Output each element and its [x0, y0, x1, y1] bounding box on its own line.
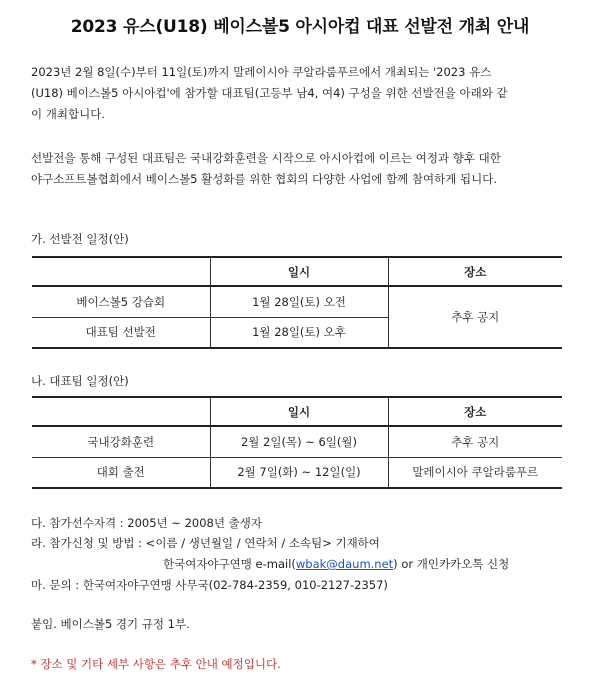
place-cell: 추후 공지 — [388, 286, 562, 348]
team-schedule-table — [32, 396, 562, 489]
contact-text: 마. 문의 : 한국여자야구연맹 사무국(02-784-2359, 010-2127-2357) — [31, 578, 388, 592]
section-a-label: 가. 선발전 일정(안) — [31, 232, 129, 246]
attachment-text: 붙임. 베이스볼5 경기 규정 1부. — [31, 617, 190, 631]
table-header-row — [32, 397, 562, 426]
header-blank — [32, 397, 210, 426]
team-line-2: 야구소프트볼협회에서 베이스볼5 활성화를 위한 협회의 다양한 사업에 함께 참여하게 됩니다. — [31, 172, 498, 186]
table-row — [32, 286, 562, 317]
team-line-1: 선발전을 통해 구성된 대표팀은 국내강화훈련을 시작으로 아시아컵에 이르는 여정과 향후 대한 — [31, 151, 501, 165]
table-row — [32, 457, 562, 488]
notice-text: * 장소 및 기타 세부 사항은 추후 안내 예정입니다. — [31, 657, 281, 671]
header-date: 일시 — [210, 257, 388, 286]
apply-contact-suffix: ) or 개인카카오톡 신청 — [393, 557, 510, 571]
event-cell: 베이스볼5 강습회 — [32, 286, 210, 317]
apply-method-text: 라. 참가신청 및 방법 : <이름 / 생년월일 / 연락처 / 소속팀> 기재하여 — [31, 536, 380, 550]
date-cell: 1월 28일(토) 오후 — [210, 317, 388, 348]
eligibility-text: 다. 참가선수자격 : 2005년 ~ 2008년 출생자 — [31, 516, 262, 530]
apply-contact-line — [163, 556, 509, 572]
intro-line-3: 이 개최합니다. — [31, 107, 105, 121]
place-cell: 추후 공지 — [388, 426, 562, 457]
event-cell: 국내강화훈련 — [32, 426, 210, 457]
table-header-row — [32, 257, 562, 286]
date-cell: 2월 2일(목) ~ 6일(월) — [210, 426, 388, 457]
intro-paragraph — [31, 62, 561, 125]
intro-line-1: 2023년 2월 8일(수)부터 11일(토)까지 말레이시아 쿠알라룸푸르에서 개최되는 '2023 유스 — [31, 65, 492, 79]
header-place: 장소 — [388, 257, 562, 286]
team-paragraph — [31, 148, 561, 190]
selection-schedule-table — [32, 256, 562, 349]
table-row — [32, 426, 562, 457]
apply-contact-prefix: 한국여자야구연맹 e-mail( — [163, 557, 296, 571]
date-cell: 1월 28일(토) 오전 — [210, 286, 388, 317]
header-blank — [32, 257, 210, 286]
place-cell: 말레이시아 쿠알라룸푸르 — [388, 457, 562, 488]
date-cell: 2월 7일(화) ~ 12일(일) — [210, 457, 388, 488]
event-cell: 대표팀 선발전 — [32, 317, 210, 348]
event-cell: 대회 출전 — [32, 457, 210, 488]
email-link[interactable]: wbak@daum.net — [295, 557, 394, 571]
header-place: 장소 — [388, 397, 562, 426]
intro-line-2: (U18) 베이스볼5 아시아컵'에 참가할 대표팀(고등부 남4, 여4) 구성을 위한 선발전을 아래와 같 — [31, 86, 508, 100]
document-title: 2023 유스(U18) 베이스볼5 아시아컵 대표 선발전 개최 안내 — [70, 17, 530, 37]
section-b-label: 나. 대표팀 일정(안) — [31, 374, 129, 388]
header-date: 일시 — [210, 397, 388, 426]
